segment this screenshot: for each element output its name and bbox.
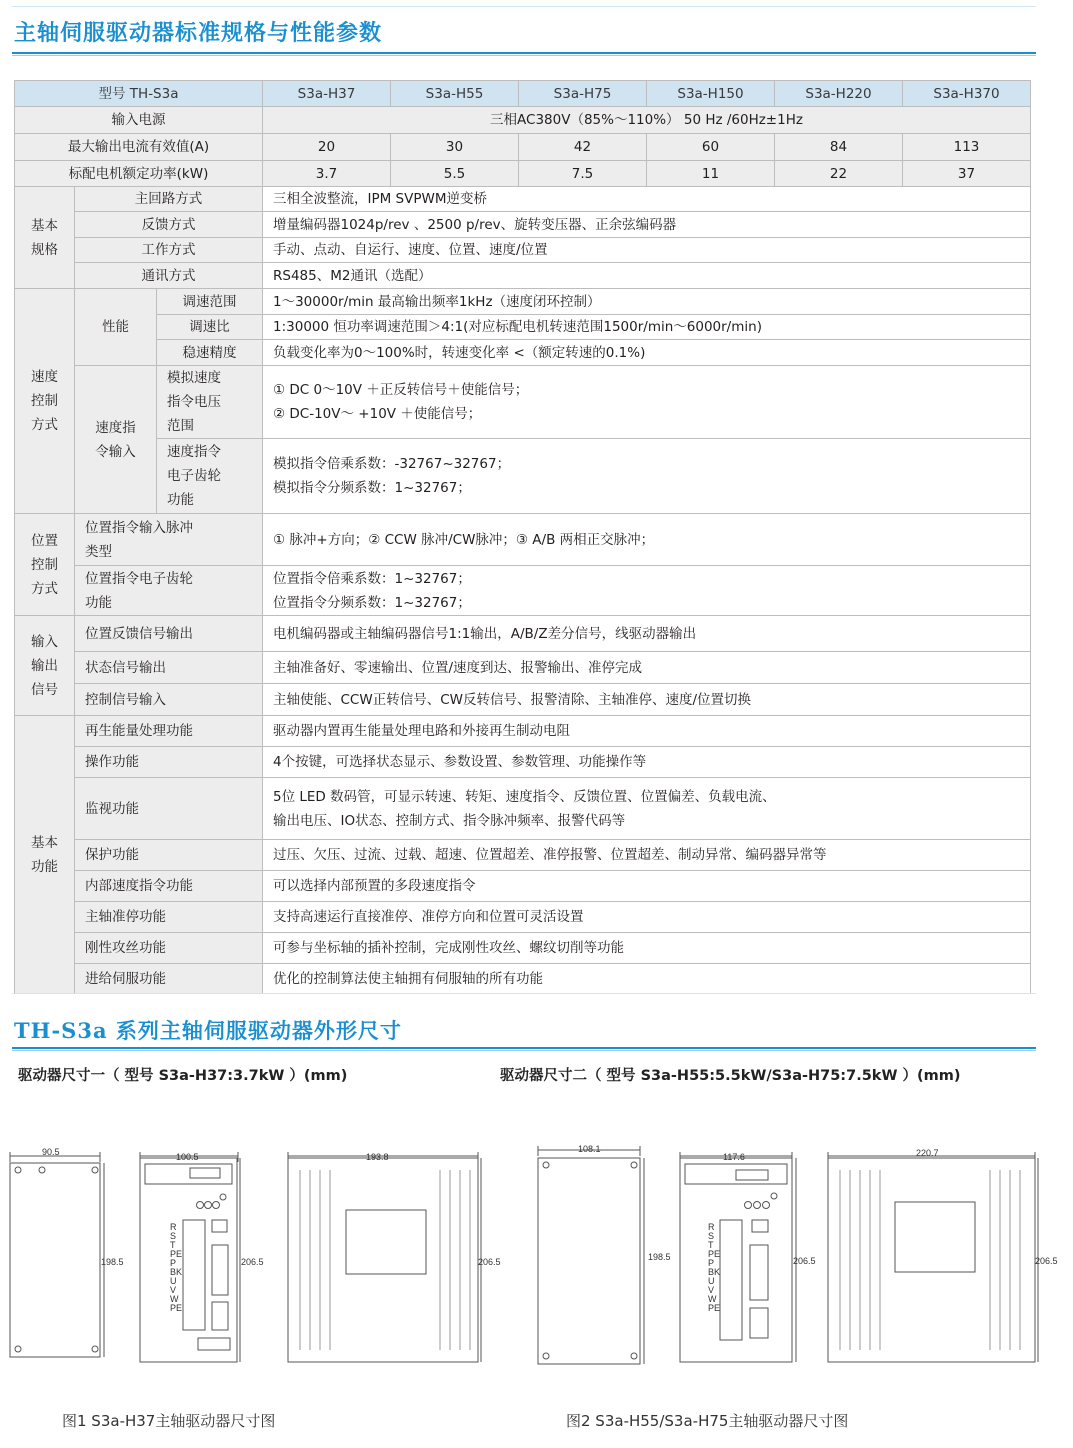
basic-row xyxy=(15,238,1031,263)
figure-1-drawing xyxy=(0,1147,520,1390)
spec-table xyxy=(14,80,1031,994)
function-value: 优化的控制算法使主轴拥有伺服轴的所有功能 xyxy=(263,964,1031,994)
gear-value-line: 模拟指令倍乘系数：-32767~32767； xyxy=(273,456,511,472)
power-row xyxy=(15,107,1031,134)
terminal-label: P xyxy=(708,1258,715,1268)
model-cell: S3a-H150 xyxy=(647,81,775,107)
position-group-label xyxy=(15,514,75,616)
dim-label: 206.5 xyxy=(793,1256,816,1266)
function-row xyxy=(15,964,1031,994)
group-line: 控制 xyxy=(31,556,58,573)
current-cell: 84 xyxy=(775,134,903,161)
io-row xyxy=(15,616,1031,652)
dim-label: 90.5 xyxy=(42,1147,60,1157)
dims-title: TH-S3a 系列主轴伺服驱动器外形尺寸 xyxy=(14,1018,402,1043)
terminal-label: W xyxy=(170,1294,179,1304)
function-row xyxy=(15,871,1031,902)
current-label: 最大输出电流有效值(A) xyxy=(15,134,263,161)
terminal-label: V xyxy=(708,1285,715,1295)
basic-value: 三相全波整流，IPM SVPWM逆变桥 xyxy=(263,187,1031,212)
dims-title-underline-thin xyxy=(12,1050,1036,1051)
perf-label: 性能 xyxy=(75,289,157,366)
terminal-label: BK xyxy=(170,1267,183,1277)
speed-row xyxy=(15,340,1031,366)
motor-cell: 5.5 xyxy=(391,161,519,187)
gear-label-line: 速度指令 xyxy=(167,444,221,460)
group-line: 控制 xyxy=(31,393,58,409)
terminal-label: S xyxy=(170,1231,177,1241)
perf-row-value: 1～30000r/min 最高输出频率1kHz（速度闭环控制） xyxy=(263,289,1031,315)
basic-row xyxy=(15,187,1031,212)
top-rule xyxy=(12,6,1036,7)
motor-row xyxy=(15,161,1031,187)
function-label: 刚性攻丝功能 xyxy=(75,933,263,964)
section-top-rule xyxy=(12,993,1036,994)
speed-row xyxy=(15,315,1031,340)
analog-value-line: ② DC-10V～ +10V ＋使能信号； xyxy=(273,406,482,422)
function-label: 主轴准停功能 xyxy=(75,902,263,933)
terminal-label: P xyxy=(170,1258,177,1268)
analog-value-line: ① DC 0～10V ＋正反转信号＋使能信号； xyxy=(273,382,529,398)
current-cell: 113 xyxy=(903,134,1031,161)
terminal-label: PE xyxy=(170,1249,183,1259)
group-line: 方式 xyxy=(31,417,58,433)
function-label: 内部速度指令功能 xyxy=(75,871,263,902)
io-row xyxy=(15,652,1031,684)
dims-subtitle-2: 驱动器尺寸二（ 型号 S3a-H55:5.5kW/S3a-H75:7.5kW ）(mm) xyxy=(500,1068,961,1084)
gear-value-line: 模拟指令分频系数：1~32767； xyxy=(273,480,471,496)
cmd-label xyxy=(75,366,157,514)
function-value: 4个按键，可选择状态显示、参数设置、参数管理、功能操作等 xyxy=(263,747,1031,778)
function-row xyxy=(15,716,1031,747)
perf-row-value: 1:30000 恒功率调速范围＞4:1(对应标配电机转速范围1500r/min～6000r/min) xyxy=(263,315,1031,340)
figure-2-drawing xyxy=(530,1144,1060,1390)
cmd-label-line: 令输入 xyxy=(95,443,136,460)
cmd-label-line: 速度指 xyxy=(95,419,136,436)
function-label: 再生能量处理功能 xyxy=(75,716,263,747)
basic-row xyxy=(15,263,1031,289)
basic-label: 反馈方式 xyxy=(75,212,263,238)
current-row xyxy=(15,134,1031,161)
io-label: 位置反馈信号输出 xyxy=(75,616,263,652)
model-cell: S3a-H55 xyxy=(391,81,519,107)
analog-value xyxy=(263,366,1031,439)
function-row xyxy=(15,747,1031,778)
function-value: 支持高速运行直接准停、准停方向和位置可灵活设置 xyxy=(263,902,1031,933)
io-label: 控制信号输入 xyxy=(75,684,263,716)
function-label: 进给伺服功能 xyxy=(75,964,263,994)
position-row xyxy=(15,514,1031,566)
model-header: 型号 TH-S3a xyxy=(15,81,263,107)
gear-label xyxy=(157,439,263,514)
function-row xyxy=(15,840,1031,871)
pos-gear-label-line: 位置指令电子齿轮 xyxy=(85,570,193,587)
function-row xyxy=(15,902,1031,933)
gear-label-line: 功能 xyxy=(167,492,194,508)
function-value: 可以选择内部预置的多段速度指令 xyxy=(263,871,1031,902)
analog-label-line: 指令电压 xyxy=(167,394,221,410)
basic-label: 工作方式 xyxy=(75,238,263,263)
model-cell: S3a-H75 xyxy=(519,81,647,107)
basic-row xyxy=(15,212,1031,238)
function-label: 监视功能 xyxy=(75,778,263,840)
io-row xyxy=(15,684,1031,716)
motor-cell: 11 xyxy=(647,161,775,187)
terminal-label: R xyxy=(170,1222,177,1232)
current-cell: 42 xyxy=(519,134,647,161)
current-cell: 60 xyxy=(647,134,775,161)
pulse-value: ① 脉冲+方向；② CCW 脉冲/CW脉冲；③ A/B 两相正交脉冲； xyxy=(263,514,1031,566)
basic-value: RS485、M2通讯（选配） xyxy=(263,263,1031,289)
pos-gear-value-line: 位置指令分频系数：1~32767； xyxy=(273,594,471,611)
motor-label: 标配电机额定功率(kW) xyxy=(15,161,263,187)
io-group-label xyxy=(15,616,75,716)
terminal-label: R xyxy=(708,1222,715,1232)
dim-label: 206.5 xyxy=(478,1257,501,1267)
group-line: 速度 xyxy=(31,369,58,385)
basic-label: 通讯方式 xyxy=(75,263,263,289)
dim-label: 206.5 xyxy=(1035,1256,1058,1266)
title-underline xyxy=(12,52,1036,54)
function-value-line: 输出电压、IO状态、控制方式、指令脉冲频率、报警代码等 xyxy=(273,812,626,829)
function-row xyxy=(15,778,1031,840)
group-line: 输出 xyxy=(31,657,58,674)
speed-group-label xyxy=(15,289,75,514)
current-cell: 30 xyxy=(391,134,519,161)
figure-2-caption: 图2 S3a-H55/S3a-H75主轴驱动器尺寸图 xyxy=(566,1412,849,1430)
group-line: 方式 xyxy=(31,580,58,597)
function-label: 保护功能 xyxy=(75,840,263,871)
function-value-line: 5位 LED 数码管，可显示转速、转矩、速度指令、反馈位置、位置偏差、负载电流、 xyxy=(273,788,776,805)
function-label: 操作功能 xyxy=(75,747,263,778)
basic-value: 手动、点动、自运行、速度、位置、速度/位置 xyxy=(263,238,1031,263)
group-line: 基本 xyxy=(31,217,58,234)
dims-title-underline xyxy=(12,1047,1036,1049)
group-line: 信号 xyxy=(31,681,58,698)
dim-label: 198.5 xyxy=(648,1252,671,1262)
group-line: 功能 xyxy=(31,858,58,875)
basic-value: 增量编码器1024p/rev 、2500 p/rev、旋转变压器、正余弦编码器 xyxy=(263,212,1031,238)
basic-group-label xyxy=(15,187,75,289)
pulse-label-line: 类型 xyxy=(85,543,112,560)
function-value: 可参与坐标轴的插补控制，完成刚性攻丝、螺纹切削等功能 xyxy=(263,933,1031,964)
io-value: 主轴准备好、零速输出、位置/速度到达、报警输出、准停完成 xyxy=(263,652,1031,684)
gear-label-line: 电子齿轮 xyxy=(167,468,221,484)
group-line: 基本 xyxy=(31,834,58,851)
motor-cell: 22 xyxy=(775,161,903,187)
power-value: 三相AC380V（85%～110%） 50 Hz /60Hz±1Hz xyxy=(263,107,1031,134)
perf-row-label: 调速比 xyxy=(157,315,263,340)
pos-gear-value-line: 位置指令倍乘系数：1~32767； xyxy=(273,570,471,587)
dim-label: 193.8 xyxy=(366,1152,389,1162)
io-value: 电机编码器或主轴编码器信号1:1输出，A/B/Z差分信号，线驱动器输出 xyxy=(263,616,1031,652)
dim-label: 198.5 xyxy=(101,1257,124,1267)
basic-label: 主回路方式 xyxy=(75,187,263,212)
model-cell: S3a-H37 xyxy=(263,81,391,107)
terminal-label: PE xyxy=(708,1303,721,1313)
terminal-label: U xyxy=(170,1276,177,1286)
header-row xyxy=(15,81,1031,107)
function-row xyxy=(15,933,1031,964)
pos-gear-label xyxy=(75,566,263,616)
dim-label: 206.5 xyxy=(241,1257,264,1267)
model-cell: S3a-H370 xyxy=(903,81,1031,107)
speed-row xyxy=(15,439,1031,514)
motor-cell: 3.7 xyxy=(263,161,391,187)
model-cell: S3a-H220 xyxy=(775,81,903,107)
terminal-label: BK xyxy=(708,1267,721,1277)
page-title: 主轴伺服驱动器标准规格与性能参数 xyxy=(14,20,383,46)
gear-value xyxy=(263,439,1031,514)
figure-1-caption: 图1 S3a-H37主轴驱动器尺寸图 xyxy=(62,1412,276,1430)
function-value: 过压、欠压、过流、过载、超速、位置超差、准停报警、位置超差、制动异常、编码器异常等 xyxy=(263,840,1031,871)
terminal-label: T xyxy=(708,1240,714,1250)
pos-gear-value xyxy=(263,566,1031,616)
terminal-label: PE xyxy=(708,1249,721,1259)
dim-label: 100.5 xyxy=(176,1152,199,1162)
analog-label-line: 范围 xyxy=(167,418,194,434)
pos-gear-label-line: 功能 xyxy=(85,594,112,611)
dim-label: 108.1 xyxy=(578,1144,601,1154)
io-label: 状态信号输出 xyxy=(75,652,263,684)
group-line: 规格 xyxy=(31,241,58,258)
perf-row-label: 稳速精度 xyxy=(157,340,263,366)
position-row xyxy=(15,566,1031,616)
terminal-label: V xyxy=(170,1285,177,1295)
pulse-label-line: 位置指令输入脉冲 xyxy=(85,519,193,536)
perf-row-label: 调速范围 xyxy=(157,289,263,315)
group-line: 输入 xyxy=(31,633,58,650)
motor-cell: 37 xyxy=(903,161,1031,187)
dim-label: 220.7 xyxy=(916,1148,939,1158)
function-value: 驱动器内置再生能量处理电路和外接再生制动电阻 xyxy=(263,716,1031,747)
functions-group-label xyxy=(15,716,75,994)
motor-cell: 7.5 xyxy=(519,161,647,187)
terminal-label: W xyxy=(708,1294,717,1304)
dims-subtitle-1: 驱动器尺寸一（ 型号 S3a-H37:3.7kW ）(mm) xyxy=(18,1068,348,1084)
perf-row-value: 负载变化率为0～100%时，转速变化率 <（额定转速的0.1%) xyxy=(263,340,1031,366)
analog-label-line: 模拟速度 xyxy=(167,370,221,386)
speed-row xyxy=(15,289,1031,315)
terminal-label: S xyxy=(708,1231,715,1241)
terminal-label: T xyxy=(170,1240,176,1250)
current-cell: 20 xyxy=(263,134,391,161)
group-line: 位置 xyxy=(31,532,58,549)
title-underline-thin xyxy=(12,55,1036,56)
terminal-label: U xyxy=(708,1276,715,1286)
io-value: 主轴使能、CCW正转信号、CW反转信号、报警清除、主轴准停、速度/位置切换 xyxy=(263,684,1031,716)
power-label: 输入电源 xyxy=(15,107,263,134)
dim-label: 117.6 xyxy=(723,1152,745,1162)
terminal-label: PE xyxy=(170,1303,183,1313)
speed-row xyxy=(15,366,1031,439)
function-value xyxy=(263,778,1031,840)
analog-label xyxy=(157,366,263,439)
pulse-label xyxy=(75,514,263,566)
